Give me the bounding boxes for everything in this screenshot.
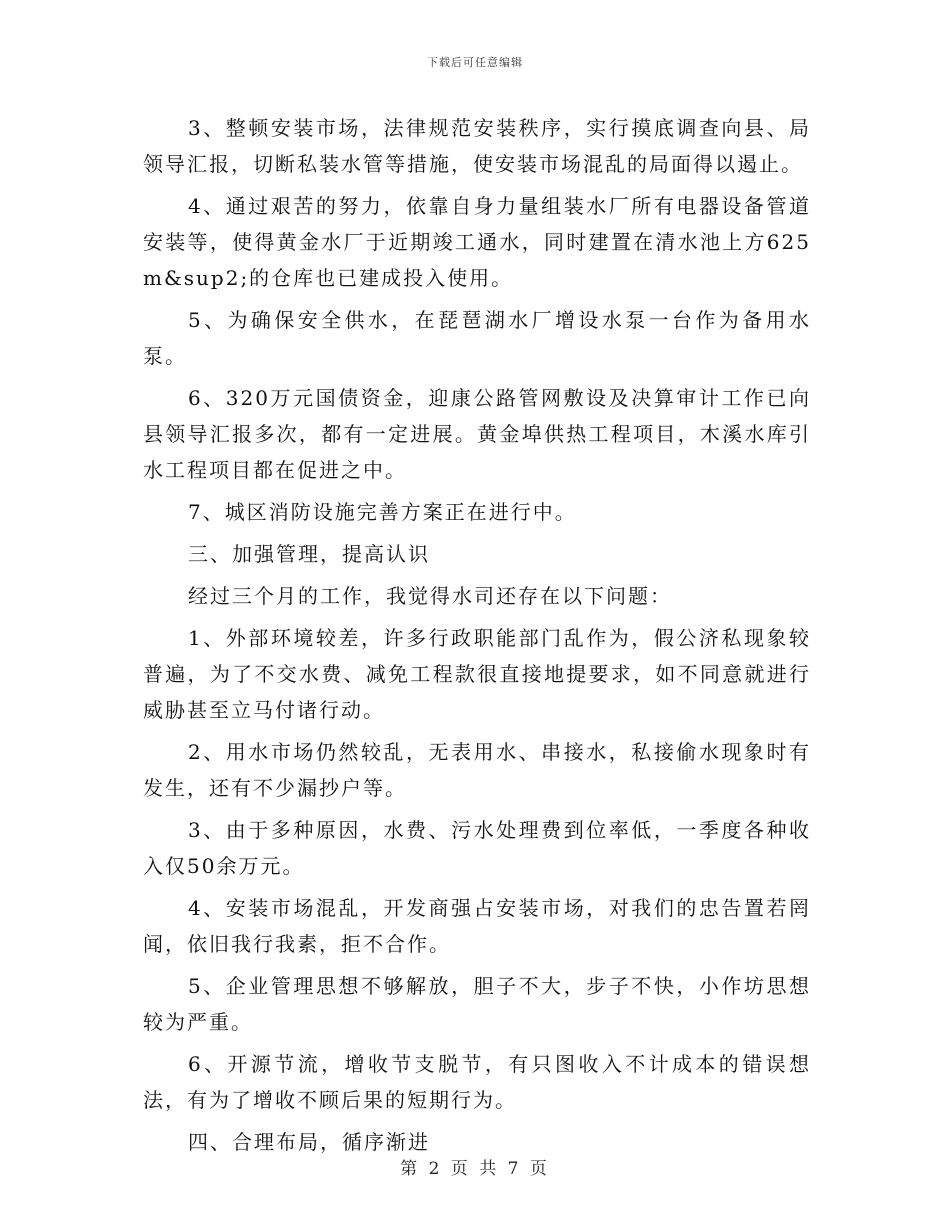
paragraph-problem-4: 4、安装市场混乱，开发商强占安装市场，对我们的忠告置若罔闻，依旧我行我素，拒不合作。	[143, 896, 811, 956]
page-header: 下载后可任意编辑	[427, 56, 523, 69]
paragraph-item-7: 7、城区消防设施完善方案正在进行中。	[188, 500, 577, 524]
paragraph-problem-3: 3、由于多种原因，水费、污水处理费到位率低，一季度各种收入仅50余万元。	[143, 818, 811, 878]
paragraph-problem-2: 2、用水市场仍然较乱，无表用水、串接水，私接偷水现象时有发生，还有不少漏抄户等。	[143, 740, 811, 800]
paragraph-intro-problems: 经过三个月的工作，我觉得水司还存在以下问题：	[188, 584, 672, 608]
paragraph-problem-1: 1、外部环境较差，许多行政职能部门乱作为，假公济私现象较普遍，为了不交水费、减免工程款很直接地提要求，如不同意就进行威胁甚至立马付诸行动。	[143, 626, 811, 722]
paragraph-item-3: 3、整顿安装市场，法律规范安装秩序，实行摸底调查向县、局领导汇报，切断私装水管等措施，使安装市场混乱的局面得以遏止。	[143, 116, 811, 176]
document-body	[143, 110, 811, 1166]
section-heading-3: 三、加强管理，提高认识	[188, 542, 430, 566]
page-number: 第 2 页 共 7 页	[400, 1159, 550, 1179]
paragraph-item-4: 4、通过艰苦的努力，依靠自身力量组装水厂所有电器设备管道安装等，使得黄金水厂于近期竣工通水，同时建置在清水池上方625m&sup2;的仓库也已建成投入使用。	[143, 194, 811, 290]
section-heading-4: 四、合理布局，循序渐进	[188, 1130, 430, 1154]
paragraph-problem-6: 6、开源节流，增收节支脱节，有只图收入不计成本的错误想法，有为了增收不顾后果的短期行为。	[143, 1052, 811, 1112]
paragraph-item-6: 6、320万元国债资金，迎康公路管网敷设及决算审计工作已向县领导汇报多次，都有一定进展。黄金埠供热工程项目，木溪水库引水工程项目都在促进之中。	[143, 386, 811, 482]
paragraph-problem-5: 5、企业管理思想不够解放，胆子不大，步子不快，小作坊思想较为严重。	[143, 974, 811, 1034]
paragraph-item-5: 5、为确保安全供水，在琵琶湖水厂增设水泵一台作为备用水泵。	[143, 308, 811, 368]
